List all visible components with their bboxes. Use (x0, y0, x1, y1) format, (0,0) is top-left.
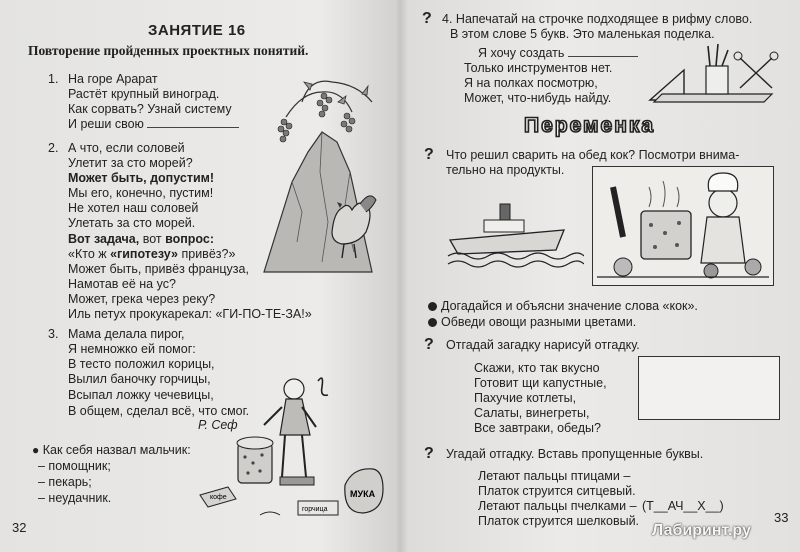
page-number: 32 (12, 520, 27, 535)
poem-2-line: Иль петух прокукарекал: «ГИ-ПО-ТЕ-ЗА!» (68, 307, 312, 321)
flour-bag-label: МУКА (350, 489, 376, 499)
poem-1-line: Растёт крупный виноград. (68, 87, 220, 101)
poem-3-line: Всыпал ложку чечевицы, (68, 388, 214, 402)
poem-2-line: Может быть, привёз француза, (68, 262, 249, 276)
cook-task-line: Что решил сварить на обед кок? Посмотри внима- (446, 148, 740, 162)
mountain-grapes-illustration (262, 72, 382, 277)
riddle-verse-line: Я хочу создать (478, 46, 638, 61)
bullet-icon (428, 318, 437, 327)
poem-2-line: «Кто ж «гипотезу» привёз?» (68, 247, 236, 261)
riddle-icon: ? (424, 336, 434, 353)
poem-author: Р. Сеф (198, 418, 238, 432)
poem-2-line: Намотав её на ус? (68, 277, 176, 291)
guess-answer-field[interactable]: (Т__АЧ__Х__) (642, 499, 724, 513)
tools-illustration (644, 40, 784, 108)
poem-2-line: Не хотел наш соловей (68, 201, 199, 215)
riddle-line: Салаты, винегреты, (474, 406, 590, 420)
riddle-heading: Отгадай загадку нарисуй отгадку. (446, 338, 640, 352)
answer-blank[interactable] (147, 127, 239, 128)
guess-line: Платок струится ситцевый. (478, 484, 636, 498)
question-line: ● Как себя назвал мальчик: (32, 443, 191, 457)
lesson-subtitle: Повторение пройденных проектных понятий. (28, 43, 309, 58)
riddle-verse-line: Я на полках посмотрю, (464, 76, 598, 90)
riddle-line: Пахучие котлеты, (474, 391, 577, 405)
question-bullet-icon: ● (32, 443, 40, 457)
watermark: Лабиринт.ру (652, 522, 751, 539)
cook-picture-frame (592, 166, 774, 286)
task-4-line: В этом слове 5 букв. Это маленькая поделка. (450, 27, 715, 41)
poem-2-number: 2. (48, 141, 59, 155)
cook-icon: ? (424, 146, 434, 163)
poem-3-line: Вылил баночку горчицы, (68, 372, 211, 386)
poem-1-line: На горе Арарат (68, 72, 158, 86)
guess-line: Платок струится шелковый. (478, 514, 640, 528)
riddle-line: Скажи, кто так вкусно (474, 361, 600, 375)
task-line: Догадайся и объясни значение слова «кок». (428, 299, 698, 314)
lesson-title: ЗАНЯТИЕ 16 (148, 22, 246, 39)
riddle-line: Все завтраки, обеды? (474, 421, 601, 435)
riddle-line: Готовит щи капустные, (474, 376, 607, 390)
question-mark-icon: ? (422, 10, 432, 27)
poem-2-line: Вот задача, вот вопрос: (68, 232, 215, 246)
recess-banner: Переменка (524, 114, 656, 137)
riddle-verse-line: Может, что-нибудь найду. (464, 91, 612, 105)
rhyme-blank[interactable] (568, 56, 638, 57)
poem-2-line: Мы его, конечно, пустим! (68, 186, 214, 200)
answer-option[interactable]: – пекарь; (38, 475, 92, 489)
guess-line: Летают пальцы пчелками – (478, 499, 637, 513)
poem-2-line: А что, если соловей (68, 141, 185, 155)
poem-2-line: Улетать за сто морей. (68, 216, 196, 230)
poem-1-line: И реши свою (68, 117, 239, 132)
poem-2-line: Может быть, допустим! (68, 171, 215, 185)
poem-2-line: Улетит за сто морей? (68, 156, 193, 170)
mustard-jar-label: горчица (302, 506, 328, 513)
ship-illustration (444, 190, 584, 270)
bullet-icon (428, 302, 437, 311)
poem-3-line: В общем, сделал всё, что смог. (68, 404, 250, 418)
poem-3-line: В тесто положил корицы, (68, 357, 215, 371)
cook-illustration (593, 167, 773, 285)
poem-3-number: 3. (48, 327, 59, 341)
boy-cooking-illustration (190, 365, 390, 525)
poem-3-line: Мама делала пирог, (68, 327, 185, 341)
coffee-box-label: кофе (210, 494, 227, 501)
poem-1-number: 1. (48, 72, 59, 86)
poem-2-line: Может, грека через реку? (68, 292, 216, 306)
answer-option[interactable]: – неудачник. (38, 491, 112, 505)
guess-heading: Угадай отгадку. Вставь пропущенные буквы. (446, 447, 704, 461)
task-4-line: 4. Напечатай на строчке подходящее в рифму слово. (442, 12, 753, 26)
right-page (402, 0, 800, 552)
poem-1-line: Как сорвать? Узнай систему (68, 102, 232, 116)
task-line: Обведи овощи разными цветами. (428, 315, 636, 330)
riddle-verse-line: Только инструментов нет. (464, 61, 613, 75)
poem-3-line: Я немножко ей помог: (68, 342, 196, 356)
cook-task-line: тельно на продукты. (446, 163, 565, 177)
answer-option[interactable]: – помощник; (38, 459, 111, 473)
drawing-answer-box[interactable] (638, 356, 780, 420)
left-page (0, 0, 398, 552)
guess-line: Летают пальцы птицами – (478, 469, 631, 483)
guess-icon: ? (424, 445, 434, 462)
page-number: 33 (774, 510, 789, 525)
